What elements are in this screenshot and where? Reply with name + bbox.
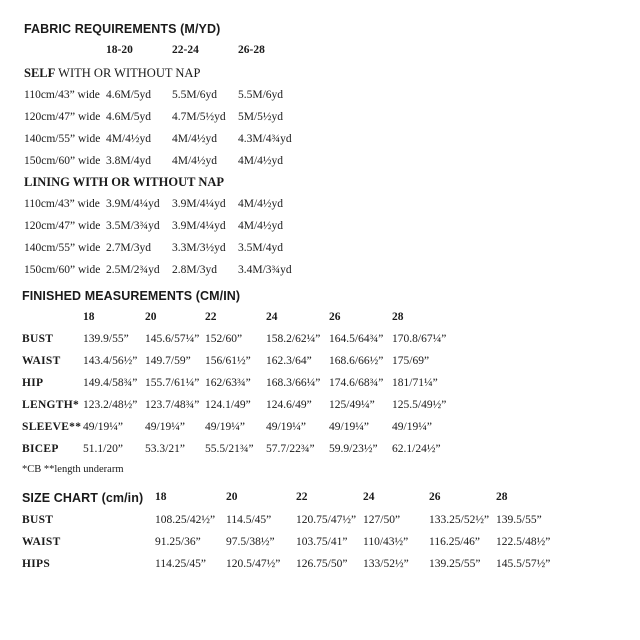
measurement-value: 175/69” (392, 355, 430, 367)
fabric-value: 4.7M/5½yd (172, 111, 226, 123)
measurement-value: 57.7/22¾” (266, 443, 315, 455)
size-chart-value: 126.75/50” (296, 558, 348, 570)
fabric-value: 3.8M/4yd (106, 155, 152, 167)
measurement-value: 158.2/62¼” (266, 333, 321, 345)
measurement-value: 125/49¼” (329, 399, 375, 411)
fabric-value: 4M/4½yd (172, 155, 218, 167)
fabric-width-label: 150cm/60” wide (24, 264, 101, 276)
measurement-value: 145.6/57¼” (145, 333, 200, 345)
fabric-value: 5M/5½yd (238, 111, 284, 123)
size-chart-header: 24 (363, 491, 375, 503)
fabric-value: 4M/4½yd (238, 198, 284, 210)
finished-size-header: 24 (266, 311, 278, 323)
measurement-value: 164.5/64¾” (329, 333, 384, 345)
measurement-value: 49/19¼” (392, 421, 432, 433)
measurement-value: 181/71¼” (392, 377, 438, 389)
fabric-value: 4.6M/5yd (106, 111, 152, 123)
measurement-label: LENGTH* (22, 399, 80, 411)
measurement-value: 162.3/64” (266, 355, 312, 367)
measurement-value: 168.6/66½” (329, 355, 384, 367)
size-chart-title: SIZE CHART (cm/in) (22, 491, 144, 505)
fabric-value: 4M/4½yd (106, 133, 152, 145)
size-chart-value: 97.5/38½” (226, 536, 275, 548)
fabric-size-header: 26-28 (238, 44, 265, 56)
fabric-width-label: 150cm/60” wide (24, 155, 101, 167)
fabric-size-header: 22-24 (172, 44, 199, 56)
size-chart-value: 108.25/42½” (155, 514, 216, 526)
fabric-width-label: 120cm/47” wide (24, 111, 101, 123)
size-chart-label: BUST (22, 514, 54, 526)
fabric-value: 3.9M/4¼yd (172, 198, 226, 210)
self-heading-rest: WITH OR WITHOUT NAP (55, 66, 201, 80)
measurement-value: 123.7/48¾” (145, 399, 200, 411)
measurement-value: 124.6/49” (266, 399, 312, 411)
size-chart-value: 120.5/47½” (226, 558, 281, 570)
measurement-value: 162/63¾” (205, 377, 251, 389)
fabric-value: 3.4M/3¾yd (238, 264, 292, 276)
size-chart-value: 139.5/55” (496, 514, 542, 526)
finished-size-header: 20 (145, 311, 157, 323)
size-chart-value: 127/50” (363, 514, 401, 526)
lining-heading: LINING WITH OR WITHOUT NAP (24, 175, 225, 189)
measurement-value: 170.8/67¼” (392, 333, 447, 345)
self-heading-bold: SELF (24, 66, 56, 80)
measurement-value: 174.6/68¾” (329, 377, 384, 389)
fabric-value: 4.3M/4¾yd (238, 133, 292, 145)
fabric-value: 3.9M/4¼yd (172, 220, 226, 232)
fabric-value: 2.7M/3yd (106, 242, 152, 254)
size-chart-value: 110/43½” (363, 536, 409, 548)
measurement-value: 168.3/66¼” (266, 377, 321, 389)
measurement-value: 49/19¼” (266, 421, 306, 433)
size-chart-label: WAIST (22, 536, 61, 548)
measurement-value: 149.4/58¾” (83, 377, 138, 389)
finished-size-header: 28 (392, 311, 404, 323)
fabric-value: 3.3M/3½yd (172, 242, 226, 254)
size-chart-header: 22 (296, 491, 308, 503)
size-chart-value: 114.25/45” (155, 558, 206, 570)
fabric-size-header: 18-20 (106, 44, 133, 56)
finished-measurements-title: FINISHED MEASUREMENTS (CM/IN) (22, 289, 241, 303)
measurement-label: SLEEVE** (22, 421, 82, 433)
measurement-value: 152/60” (205, 333, 243, 345)
measurement-value: 62.1/24½” (392, 443, 441, 455)
measurement-value: 149.7/59” (145, 355, 191, 367)
measurement-value: 123.2/48½” (83, 399, 138, 411)
fabric-value: 4M/4½yd (238, 155, 284, 167)
measurement-value: 49/19¼” (329, 421, 369, 433)
fabric-value: 5.5M/6yd (238, 89, 284, 101)
size-chart-value: 114.5/45” (226, 514, 272, 526)
measurement-label: BUST (22, 333, 54, 345)
fabric-requirements-title: FABRIC REQUIREMENTS (M/YD) (24, 22, 221, 36)
measurement-value: 155.7/61¼” (145, 377, 200, 389)
size-chart-value: 91.25/36” (155, 536, 201, 548)
finished-footnote: *CB **length underarm (22, 464, 124, 475)
fabric-width-label: 140cm/55” wide (24, 242, 101, 254)
size-chart-value: 145.5/57½” (496, 558, 551, 570)
measurement-value: 143.4/56½” (83, 355, 138, 367)
size-chart-value: 120.75/47½” (296, 514, 357, 526)
size-chart-header: 28 (496, 491, 508, 503)
fabric-value: 3.9M/4¼yd (106, 198, 160, 210)
finished-size-header: 26 (329, 311, 341, 323)
finished-size-header: 22 (205, 311, 217, 323)
fabric-value: 2.5M/2¾yd (106, 264, 160, 276)
fabric-value: 2.8M/3yd (172, 264, 218, 276)
measurement-label: WAIST (22, 355, 61, 367)
size-chart-value: 139.25/55” (429, 558, 481, 570)
fabric-width-label: 110cm/43” wide (24, 89, 100, 101)
measurement-value: 51.1/20” (83, 443, 123, 455)
fabric-width-label: 110cm/43” wide (24, 198, 100, 210)
measurement-value: 53.3/21” (145, 443, 185, 455)
fabric-value: 3.5M/4yd (238, 242, 284, 254)
size-chart-value: 116.25/46” (429, 536, 480, 548)
measurement-value: 49/19¼” (205, 421, 245, 433)
measurement-value: 156/61½” (205, 355, 251, 367)
fabric-value: 3.5M/3¾yd (106, 220, 160, 232)
size-chart-header: 26 (429, 491, 441, 503)
size-chart-value: 133/52½” (363, 558, 409, 570)
size-chart-value: 133.25/52½” (429, 514, 490, 526)
measurement-value: 125.5/49½” (392, 399, 447, 411)
size-chart-value: 122.5/48½” (496, 536, 551, 548)
measurement-value: 55.5/21¾” (205, 443, 254, 455)
size-chart-header: 18 (155, 491, 167, 503)
measurement-value: 139.9/55” (83, 333, 129, 345)
self-heading (24, 66, 200, 81)
measurement-value: 124.1/49” (205, 399, 251, 411)
fabric-value: 4M/4½yd (238, 220, 284, 232)
fabric-width-label: 140cm/55” wide (24, 133, 101, 145)
fabric-value: 4.6M/5yd (106, 89, 152, 101)
fabric-value: 5.5M/6yd (172, 89, 218, 101)
measurement-value: 59.9/23½” (329, 443, 378, 455)
measurement-label: HIP (22, 377, 44, 389)
size-chart-header: 20 (226, 491, 238, 503)
finished-size-header: 18 (83, 311, 95, 323)
fabric-width-label: 120cm/47” wide (24, 220, 101, 232)
size-chart-value: 103.75/41” (296, 536, 348, 548)
measurement-label: BICEP (22, 443, 59, 455)
size-chart-label: HIPS (22, 558, 51, 570)
fabric-value: 4M/4½yd (172, 133, 218, 145)
measurement-value: 49/19¼” (83, 421, 123, 433)
measurement-value: 49/19¼” (145, 421, 185, 433)
